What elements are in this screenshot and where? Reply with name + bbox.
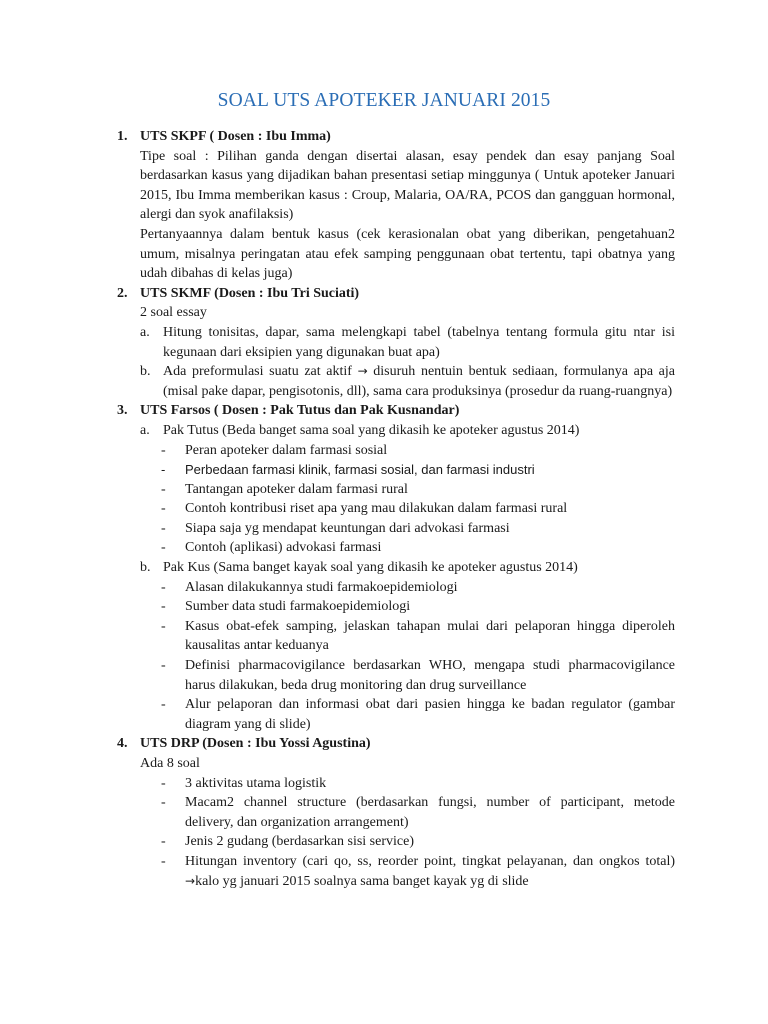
dash-item bbox=[140, 656, 675, 695]
dash-item bbox=[140, 460, 675, 480]
item-text: Alasan dilakukannya studi farmakoepidemiologi bbox=[185, 579, 458, 595]
dash-marker: - bbox=[161, 442, 166, 458]
dash-marker: - bbox=[161, 658, 166, 674]
item-text: Ada preformulasi suatu zat aktif bbox=[163, 364, 352, 380]
list-item bbox=[140, 421, 675, 441]
item-text: Pak Kus (Sama banget kayak soal yang dikasih ke apoteker agustus 2014) bbox=[163, 560, 578, 576]
dash-item bbox=[140, 538, 675, 558]
item-text: Pak Tutus (Beda banget sama soal yang dikasih ke apoteker agustus 2014) bbox=[163, 422, 580, 438]
dash-item bbox=[140, 774, 675, 794]
item-text: Hitung tonisitas, dapar, sama melengkapi tabel (tabelnya tentang formula gitu ntar isi kegunaan dari eksipien yang digunakan buat apa) bbox=[163, 324, 675, 360]
section-heading: UTS SKMF (Dosen : Ibu Tri Suciati) bbox=[140, 285, 360, 301]
dash-item bbox=[140, 597, 675, 617]
section-heading: UTS DRP (Dosen : Ibu Yossi Agustina) bbox=[140, 736, 371, 752]
item-text: Definisi pharmacovigilance berdasarkan WHO, mengapa studi pharmacovigilance harus dilakukan, beda drug monitoring dan drug surveillance bbox=[185, 658, 675, 693]
list-item bbox=[140, 323, 675, 362]
section-number: 4. bbox=[117, 736, 128, 752]
dash-item bbox=[140, 793, 675, 832]
dash-marker: - bbox=[161, 775, 166, 791]
document-title: SOAL UTS APOTEKER JANUARI 2015 bbox=[217, 90, 551, 111]
item-text: Sumber data studi farmakoepidemiologi bbox=[185, 599, 411, 615]
dash-item bbox=[140, 852, 675, 891]
item-text: disuruh nentuin bentuk sediaan, formulanya apa aja (misal pake dapar, pengisotonis, dll), sama cara produksinya (prosedur da ruang-ruangnya) bbox=[163, 364, 675, 399]
dash-marker: - bbox=[161, 520, 166, 536]
dash-item bbox=[140, 578, 675, 598]
dash-item bbox=[140, 832, 675, 852]
section-number: 2. bbox=[117, 285, 128, 301]
item-text: Jenis 2 gudang (berdasarkan sisi service) bbox=[185, 834, 414, 850]
arrow-right-icon: → bbox=[185, 873, 196, 888]
item-text: Hitungan inventory (cari qo, ss, reorder point, tingkat pelayanan, dan ongkos total) bbox=[185, 853, 675, 869]
item-label: a. bbox=[140, 422, 150, 438]
dash-marker: - bbox=[161, 462, 166, 478]
item-label: a. bbox=[140, 324, 150, 340]
dash-item bbox=[140, 519, 675, 539]
item-label: b. bbox=[140, 560, 151, 576]
section-2 bbox=[0, 284, 675, 402]
item-text: 3 aktivitas utama logistik bbox=[185, 775, 327, 791]
item-text: Tantangan apoteker dalam farmasi rural bbox=[185, 481, 408, 497]
section-heading: UTS SKPF ( Dosen : Ibu Imma) bbox=[140, 129, 331, 144]
item-text: Contoh (aplikasi) advokasi farmasi bbox=[185, 540, 382, 556]
item-text: Macam2 channel structure (berdasarkan fungsi, number of participant, metode delivery, dan organization arrangement) bbox=[185, 795, 675, 830]
dash-marker: - bbox=[161, 834, 166, 850]
item-text: Siapa saja yg mendapat keuntungan dari advokasi farmasi bbox=[185, 520, 510, 536]
dash-marker: - bbox=[161, 618, 166, 634]
section-intro: Ada 8 soal bbox=[140, 756, 200, 771]
dash-item bbox=[140, 617, 675, 656]
dash-item bbox=[140, 480, 675, 500]
section-paragraph: Tipe soal : Pilihan ganda dengan disertai alasan, esay pendek dan esay panjang Soal berdasarkan kasus yang dijadikan bahan presentasi setiap minggunya ( Untuk apoteker Januari 2015, Ibu Imma memberikan kasus : Croup, Malaria, OA/RA, PCOS dan gangguan hormonal, alergi dan syok anafilaksis) bbox=[140, 148, 675, 223]
dash-marker: - bbox=[161, 579, 166, 595]
dash-item bbox=[140, 499, 675, 519]
section-paragraph: Pertanyaannya dalam bentuk kasus (cek kerasionalan obat yang diberikan, pengetahuan2 umum, misalnya peringatan atau efek samping penggunaan obat tertentu, tapi obatnya yang udah dibahas di kelas juga) bbox=[140, 226, 675, 282]
section-intro: 2 soal essay bbox=[140, 305, 207, 321]
section-1 bbox=[0, 127, 675, 284]
dash-marker: - bbox=[161, 599, 166, 615]
arrow-right-icon: → bbox=[357, 364, 368, 379]
section-number: 1. bbox=[117, 129, 128, 144]
item-text: Kasus obat-efek samping, jelaskan tahapan mulai dari pelaporan hingga diperoleh kausalitas antar keduanya bbox=[185, 618, 675, 654]
section-4 bbox=[0, 734, 675, 891]
dash-item bbox=[140, 441, 675, 461]
item-text: Contoh kontribusi riset apa yang mau dilakukan dalam farmasi rural bbox=[185, 501, 568, 517]
item-text: Peran apoteker dalam farmasi sosial bbox=[185, 442, 388, 458]
dash-marker: - bbox=[161, 853, 166, 869]
item-text: kalo yg januari 2015 soalnya sama banget kayak yg di slide bbox=[195, 873, 529, 889]
dash-item bbox=[140, 695, 675, 734]
section-heading: UTS Farsos ( Dosen : Pak Tutus dan Pak Kusnandar) bbox=[140, 403, 460, 419]
document-body bbox=[0, 127, 768, 891]
section-3 bbox=[0, 401, 675, 734]
dash-marker: - bbox=[161, 795, 166, 811]
item-text: Perbedaan farmasi klinik, farmasi sosial, dan farmasi industri bbox=[185, 462, 535, 478]
list-item bbox=[140, 362, 675, 401]
item-label: b. bbox=[140, 364, 151, 380]
dash-marker: - bbox=[161, 697, 166, 713]
dash-marker: - bbox=[161, 501, 166, 517]
dash-marker: - bbox=[161, 481, 166, 497]
dash-marker: - bbox=[161, 540, 166, 556]
section-number: 3. bbox=[117, 403, 128, 419]
list-item bbox=[140, 558, 675, 578]
item-text: Alur pelaporan dan informasi obat dari pasien hingga ke badan regulator (gambar diagram yang di slide) bbox=[185, 697, 675, 732]
